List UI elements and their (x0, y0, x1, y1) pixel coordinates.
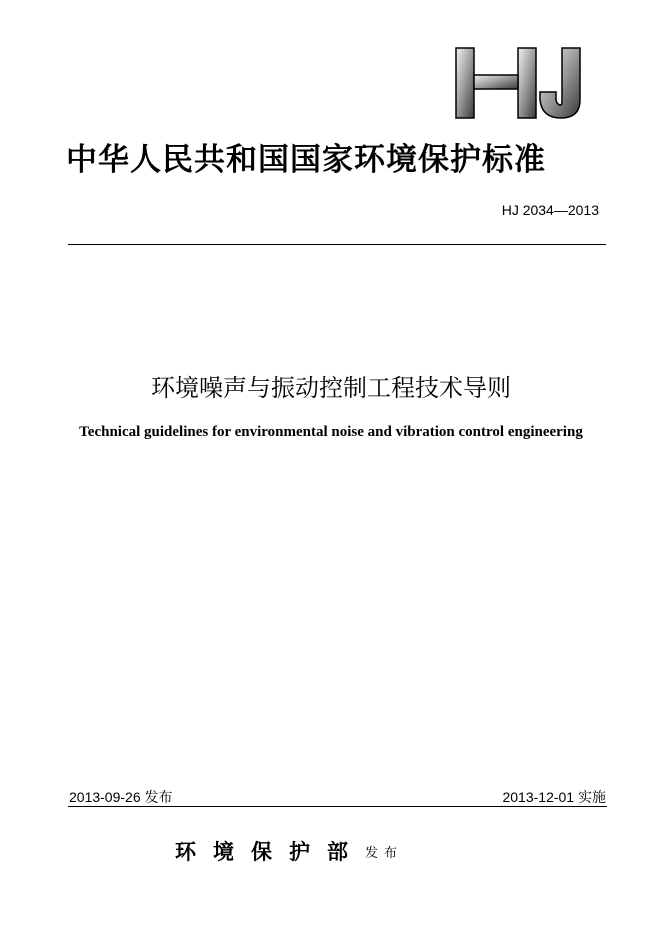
document-title-english: Technical guidelines for environmental noise and vibration control engineering (79, 424, 583, 440)
publisher-organization: 环境保护部 (175, 839, 365, 864)
publisher-action: 发布 (365, 846, 404, 861)
standard-category-title: 中华人民共和国国家环境保护标准 (66, 142, 546, 178)
publisher-line (175, 836, 403, 866)
top-divider (68, 244, 606, 245)
implementation-date: 2013-12-01 实施 (502, 789, 606, 805)
standard-code: HJ 2034—2013 (501, 202, 599, 218)
logo-letter-h (456, 48, 536, 118)
bottom-divider (68, 806, 607, 807)
hj-logo (452, 44, 592, 122)
document-title-chinese: 环境噪声与振动控制工程技术导则 (151, 374, 511, 402)
issue-date: 2013-09-26 发布 (69, 789, 173, 805)
logo-letter-j (540, 48, 580, 118)
